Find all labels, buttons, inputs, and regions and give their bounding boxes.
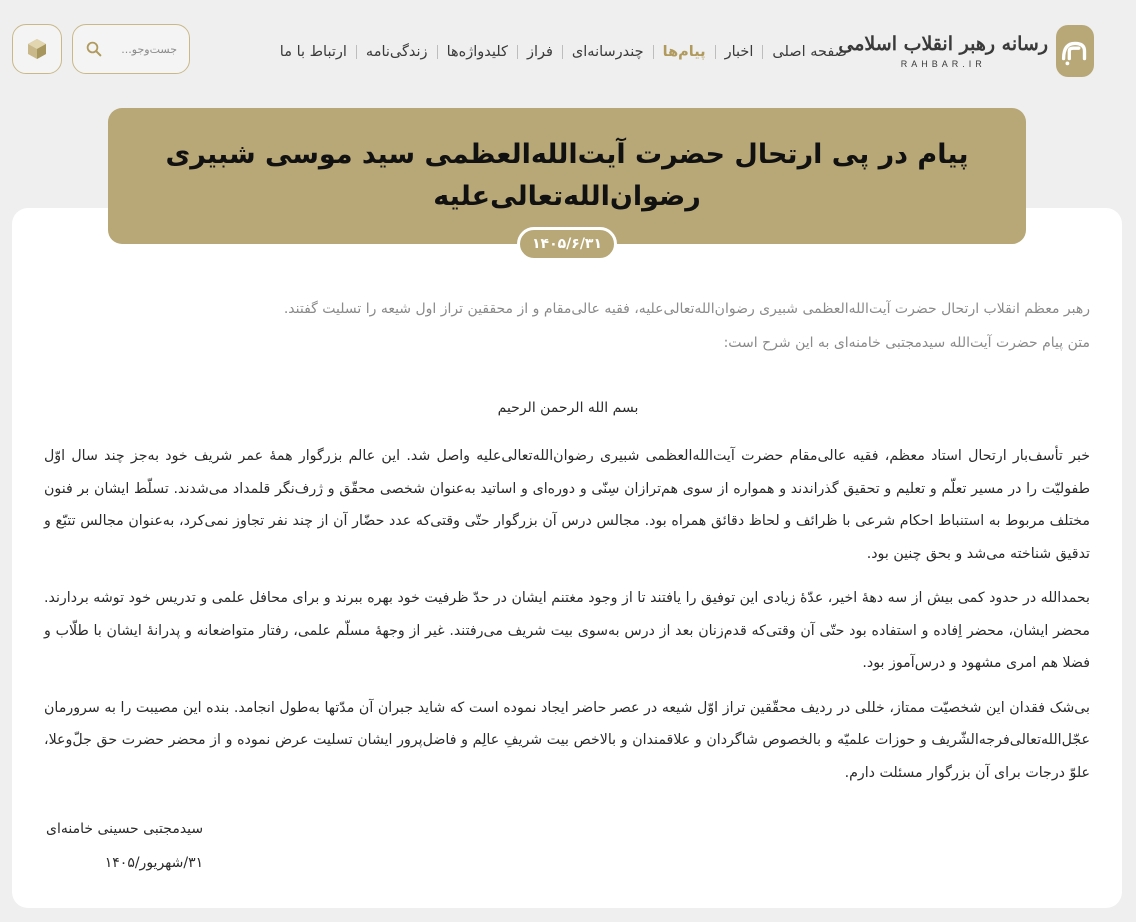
nav-item-contact[interactable]: ارتباط با ما (279, 44, 347, 60)
signature-block (46, 812, 203, 880)
nav-item-news[interactable]: اخبار (724, 44, 754, 60)
site-header (0, 0, 1136, 100)
body-paragraph: بحمدالله در حدود کمی بیش از سه دههٔ اخیر، عدّهٔ زیادی این توفیق را یافتند تا از وجود مغتنم ایشان در حدّ ظرفیت خود بهره ببرند و برای محافل علمی و تدریس خود توشه بردارند. محضر ایشان، محضر اِفاده و استفاده بود حتّی آن وقتی‌که قدم‌زنان بعد از درس به‌سوی بیت شریف می‌رفتند. غیر از وجههٔ مسلّم علمی، رفتار متواضعانه و پدرانهٔ ایشان با طلّاب و فضلا هم امری مشهود و درس‌آموز بود. (44, 590, 1090, 671)
main-nav (271, 40, 856, 64)
nav-item-keywords[interactable]: کلیدواژه‌ها (446, 44, 508, 60)
nav-item-messages[interactable]: پیام‌ها (662, 44, 706, 60)
search-icon[interactable] (85, 38, 103, 60)
body-paragraph: بی‌شک فقدان این شخصیّت ممتاز، خللی در ردیف محقّقین تراز اوّل شیعه در عصر حاضر ایجاد نموده است که شاید جبران آن مدّتها به‌طول انجامد. بنده این مصیبت را به سرورمان عجّل‌الله‌تعالی‌فرجه‌الشّریف و حوزات علمیّه و بالخصوص شاگردان و علاقمندان و بالاخص بیت شریفِ عالِم و فاضل‌پرور ایشان تسلیت عرض نموده و از محضر حضرت حق جلّ‌وعلا، علوّ درجات برای آن بزرگوار مسئلت دارم. (44, 699, 1090, 781)
search-input[interactable] (107, 43, 177, 56)
nav-divider (437, 45, 438, 59)
logo-title: رسانه رهبر انقلاب اسلامی (838, 33, 1048, 55)
signature-name: سیدمجتبی حسینی خامنه‌ای (46, 821, 204, 837)
theme-toggle-button[interactable] (12, 24, 62, 74)
search-box[interactable] (72, 24, 190, 74)
nav-item-biography[interactable]: زندگی‌نامه (365, 44, 428, 60)
nav-item-multimedia[interactable]: چندرسانه‌ای (571, 44, 644, 60)
nav-divider (517, 45, 518, 59)
nav-divider (562, 45, 563, 59)
logo-subtitle: RAHBAR.IR (900, 59, 986, 69)
article-date-badge: ۱۴۰۵/۶/۳۱ (517, 227, 617, 261)
body-paragraph: خبر تأسف‌بار ارتحال استاد معظم، فقیه عالی‌مقام حضرت آیت‌الله‌العظمی شبیری رضوان‌الله‌تعالی‌علیه واصل شد. این عالم بزرگوار همهٔ عمر شریف خود به‌جز چند سال اوّل طفولیّت را در مسیر تعلّم و تعلیم و تحقیق گذراندند و همواره از سوی هم‌ترازان سِنّی و دوره‌ای و اساتید به‌عنوان شخصی محقّق و ژرف‌نگر قلمداد می‌شدند. تسلّط ایشان بر فنون مختلف مربوط به استنباط احکام شرعی با ظرائف و لحاظ دقائق همراه بود. مجالس درس آن بزرگوار حتّی وقتی‌که عدد حضّار آن از چند نفر تجاوز نمی‌کرد، به‌عنوان مجالس تتبّع و تدقیق شناخته می‌شد و بحق چنین بود. (44, 448, 1090, 562)
nav-item-faraz[interactable]: فراز (526, 44, 553, 60)
logo-mark-icon (1056, 25, 1094, 77)
article-body (44, 440, 1090, 801)
lead-intro: متن پیام حضرت آیت‌الله سیدمجتبی خامنه‌ای به این شرح است: (723, 335, 1090, 351)
nav-divider (356, 45, 357, 59)
article-title-line-2: رضوان‌الله‌تعالی‌علیه (433, 181, 701, 212)
cube-icon (25, 37, 49, 61)
signature-date: ۳۱/شهریور/۱۴۰۵ (104, 855, 204, 871)
article-lead (40, 292, 1090, 360)
nav-divider (715, 45, 716, 59)
nav-divider (762, 45, 763, 59)
nav-divider (653, 45, 654, 59)
article-title-box (108, 108, 1026, 244)
article-title-line-1: پیام در پی ارتحال حضرت آیت‌الله‌العظمی سید موسی شبیری (165, 139, 969, 170)
site-logo[interactable] (838, 24, 1094, 78)
basmala: بسم الله الرحمن الرحیم (497, 400, 639, 416)
nav-item-home[interactable]: صفحه اصلی (772, 44, 847, 60)
lead-summary: رهبر معظم انقلاب ارتحال حضرت آیت‌الله‌العظمی شبیری رضوان‌الله‌تعالی‌علیه، فقیه عالی‌مقام و از محققین تراز اول شیعه را تسلیت گفتند. (283, 301, 1090, 317)
